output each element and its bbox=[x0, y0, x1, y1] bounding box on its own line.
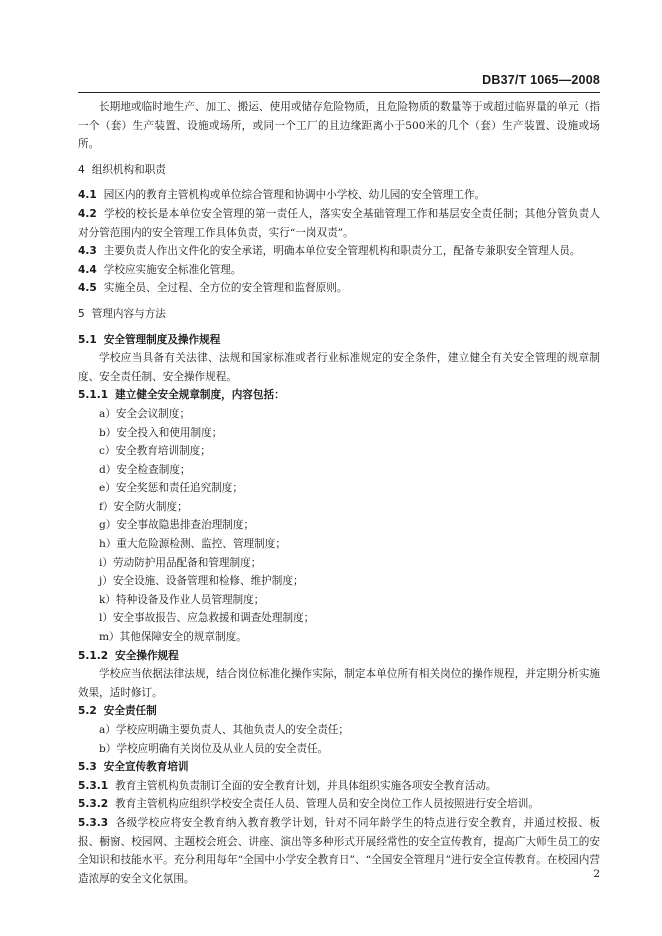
list-item: a）安全会议制度； bbox=[99, 407, 191, 420]
section-4-heading bbox=[78, 161, 600, 180]
list-item: g）安全事故隐患排查治理制度； bbox=[99, 519, 255, 532]
list-item: d）安全检查制度； bbox=[99, 463, 191, 476]
clause-5-3-2 bbox=[78, 795, 600, 814]
page-content bbox=[78, 98, 600, 888]
clause-number: 4.1 bbox=[78, 189, 97, 202]
clause-number: 5.2 bbox=[78, 705, 97, 718]
clause-number: 4.5 bbox=[78, 282, 97, 295]
clause-text: 教育主管机构应组织学校安全责任人员、管理人员和安全岗位工作人员按照进行安全培训。 bbox=[115, 798, 539, 811]
header-rule bbox=[78, 92, 600, 93]
clause-4-2 bbox=[78, 205, 600, 242]
intro-paragraph: 长期地或临时地生产、加工、搬运、使用或储存危险物质，且危险物质的数量等于或超过临界量的单元（指一个（套）生产装置、设施或场所，或同一个工厂的且边缘距离小于500米的几个（套）生产装置、设施或场所。 bbox=[78, 101, 600, 151]
clause-number: 5.3.2 bbox=[78, 798, 109, 811]
list-item: e）安全奖惩和责任追究制度； bbox=[99, 482, 243, 495]
clause-text: 教育主管机构负责制订全面的安全教育计划，并具体组织实施各项安全教育活动。 bbox=[115, 779, 497, 792]
clause-title: 安全管理制度及操作规程 bbox=[103, 333, 221, 346]
clause-5-1-1-heading bbox=[78, 386, 600, 405]
list-item: b）学校应明确有关岗位及从业人员的安全责任。 bbox=[99, 742, 329, 755]
section-5-number: 5 bbox=[78, 307, 85, 320]
clause-title: 安全宣传教育培训 bbox=[103, 761, 189, 774]
clause-title: 建立健全安全规章制度，内容包括： bbox=[115, 389, 285, 402]
list-item: h）重大危险源检测、监控、管理制度； bbox=[99, 538, 286, 551]
clause-text: 园区内的教育主管机构或单位综合管理和协调中小学校、幼儿园的安全管理工作。 bbox=[103, 189, 486, 202]
clause-number: 5.3.1 bbox=[78, 779, 109, 792]
clause-number: 4.2 bbox=[78, 207, 97, 220]
clause-text: 各级学校应将安全教育纳入教育教学计划，针对不同年龄学生的特点进行安全教育，并通过校报、板报、橱窗、校园网、主题校会班会、讲座、演出等多种形式开展经常性的安全宣传教育，提高广大师生员工的安全知识和技能水平。充分利用每年“全国中小学安全教育日”、“全国安全管理月”进行安全宣传教育。在校园内营造浓厚的安全文化氛围。 bbox=[78, 816, 600, 885]
clause-5-1-2-text: 学校应当依据法律法规，结合岗位标准化操作实际，制定本单位所有相关岗位的操作规程，并定期分析实施效果，适时修订。 bbox=[78, 668, 600, 699]
list-item: j）安全设施、设备管理和检修、维护制度； bbox=[99, 575, 304, 588]
clause-4-5 bbox=[78, 279, 600, 298]
clause-text: 主要负责人作出文件化的安全承诺，明确本单位安全管理机构和职责分工，配备专兼职安全管理人员。 bbox=[103, 245, 581, 258]
clause-5-3-1 bbox=[78, 777, 600, 796]
clause-number: 5.1.1 bbox=[78, 389, 109, 402]
clause-number: 4.4 bbox=[78, 263, 97, 276]
clause-5-1-2-heading bbox=[78, 647, 600, 666]
clause-title: 安全操作规程 bbox=[115, 649, 179, 662]
clause-5-3-heading bbox=[78, 758, 600, 777]
clause-text: 学校的校长是本单位安全管理的第一责任人，落实安全基础管理工作和基层安全责任制；其他分管负责人对分管范围内的安全管理工作具体负责，实行“一岗双责”。 bbox=[78, 207, 600, 239]
clause-5-3-3 bbox=[78, 814, 600, 888]
clause-4-4 bbox=[78, 261, 600, 280]
list-item: k）特种设备及作业人员管理制度； bbox=[99, 593, 265, 606]
clause-title: 安全责任制 bbox=[103, 705, 157, 718]
page-number: 2 bbox=[593, 868, 600, 880]
section-4-number: 4 bbox=[78, 163, 85, 176]
list-item: b）安全投入和使用制度； bbox=[99, 426, 223, 439]
clause-4-1 bbox=[78, 186, 600, 205]
clause-number: 5.3.3 bbox=[78, 816, 109, 829]
clause-number: 5.3 bbox=[78, 761, 97, 774]
clause-5-2-heading bbox=[78, 702, 600, 721]
section-4-title: 组织机构和职责 bbox=[91, 163, 166, 176]
section-5-title: 管理内容与方法 bbox=[91, 307, 166, 320]
document-code: DB37/T 1065—2008 bbox=[482, 73, 600, 87]
clause-text: 学校应实施安全标准化管理。 bbox=[103, 263, 242, 276]
list-item: f）安全防火制度； bbox=[99, 500, 188, 513]
clause-5-1-heading bbox=[78, 331, 600, 350]
list-item: i）劳动防护用品配备和管理制度； bbox=[99, 556, 262, 569]
section-5-heading bbox=[78, 305, 600, 324]
clause-number: 4.3 bbox=[78, 245, 97, 258]
clause-number: 5.1 bbox=[78, 333, 97, 346]
clause-5-1-text: 学校应当具备有关法律、法规和国家标准或者行业标准规定的安全条件，建立健全有关安全管理的规章制度、安全责任制、安全操作规程。 bbox=[78, 352, 600, 383]
clause-4-3 bbox=[78, 242, 600, 261]
list-item: a）学校应明确主要负责人、其他负责人的安全责任； bbox=[99, 724, 349, 736]
list-item: m）其他保障安全的规章制度。 bbox=[99, 631, 247, 644]
list-item: l）安全事故报告、应急救援和调查处理制度； bbox=[99, 612, 315, 625]
list-item: c）安全教育培训制度； bbox=[99, 445, 211, 458]
clause-text: 实施全员、全过程、全方位的安全管理和监督原则。 bbox=[103, 282, 348, 295]
clause-number: 5.1.2 bbox=[78, 649, 109, 662]
